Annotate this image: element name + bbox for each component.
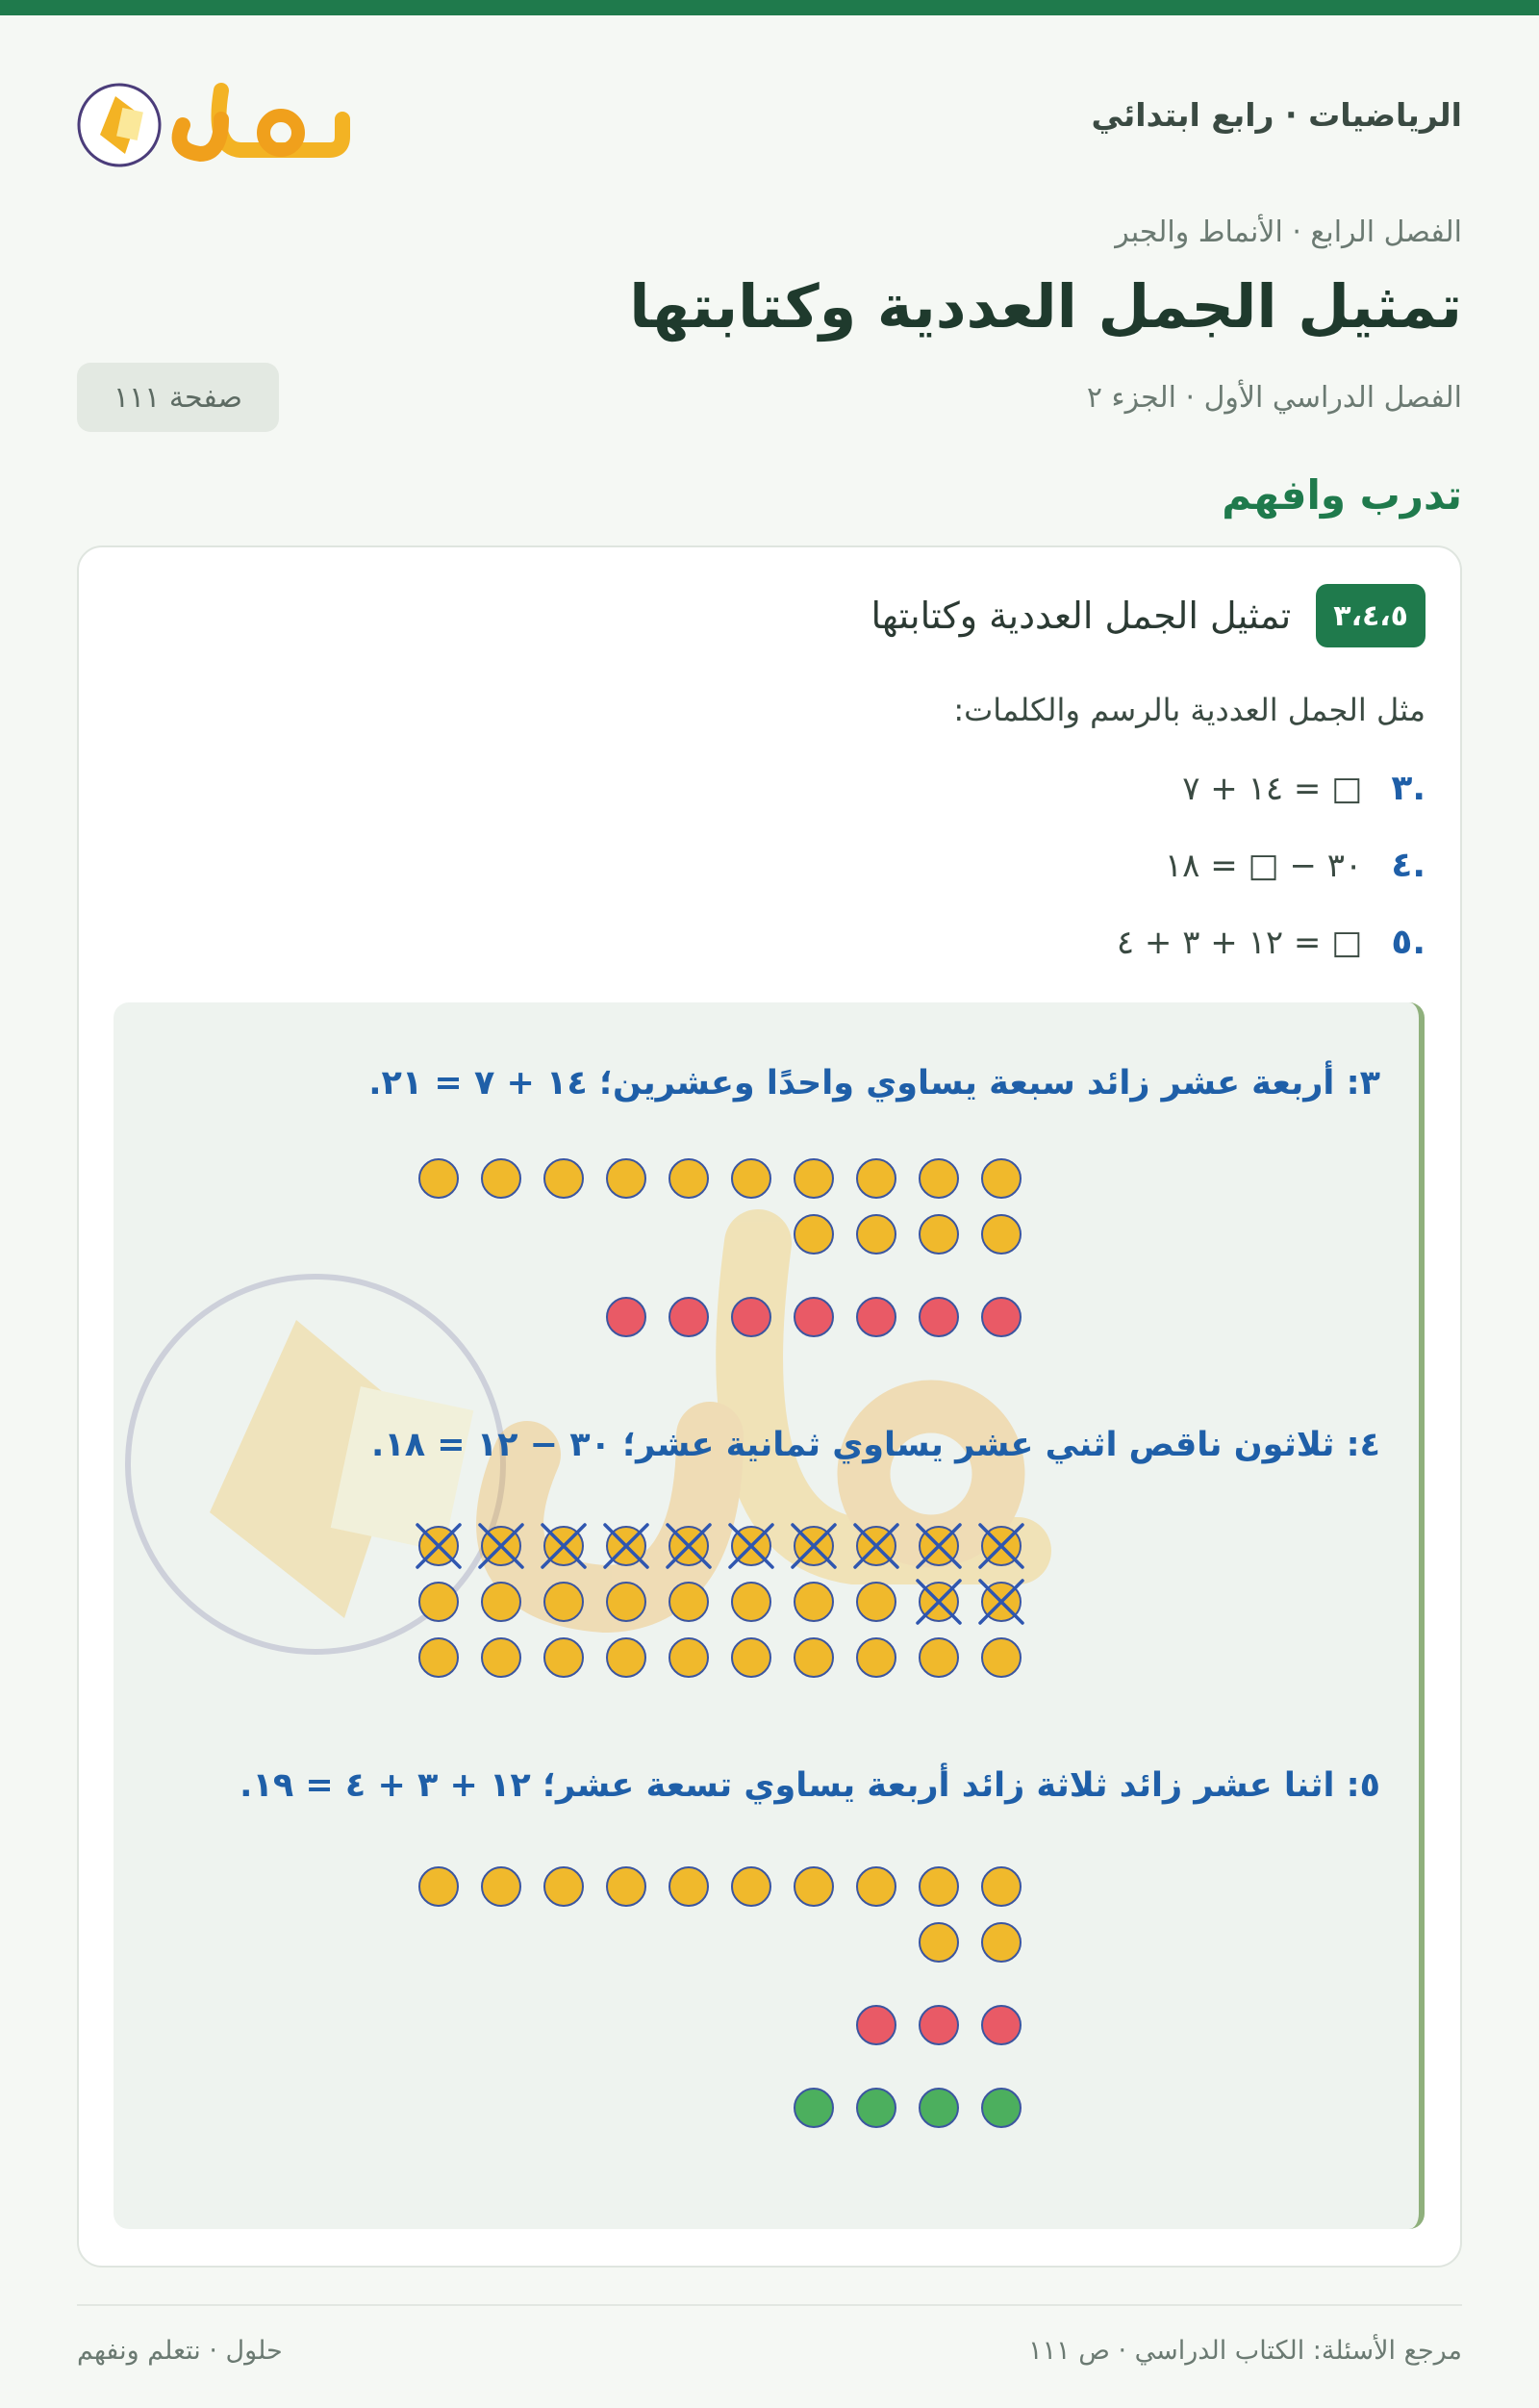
counter-yellow [419, 1638, 458, 1677]
counter-red [920, 1298, 958, 1336]
instruction-text: مثل الجمل العددية بالرسم والكلمات: [953, 692, 1425, 728]
exercise-card [77, 545, 1462, 2268]
counter-models [114, 1002, 1425, 2229]
question-number: .٥ [1391, 923, 1425, 962]
counter-red [857, 2006, 896, 2044]
counter-yellow [607, 1159, 645, 1198]
footer-divider [77, 2304, 1462, 2306]
counter-yellow [857, 1159, 896, 1198]
counter-yellow [982, 1923, 1021, 1962]
counter-yellow [920, 1638, 958, 1677]
term-label: الفصل الدراسي الأول · الجزء ٢ [1086, 381, 1462, 415]
counter-yellow [795, 1159, 833, 1198]
counter-yellow [857, 1867, 896, 1906]
counter-yellow [920, 1215, 958, 1254]
counter-yellow [732, 1867, 770, 1906]
counter-yellow [857, 1638, 896, 1677]
counter-yellow [857, 1583, 896, 1621]
page-number-chip: صفحة ١١١ [77, 363, 279, 432]
lesson-header [870, 584, 1425, 647]
counter-yellow [482, 1583, 520, 1621]
counter-yellow [795, 1583, 833, 1621]
counter-yellow [795, 1638, 833, 1677]
counter-red [982, 2006, 1021, 2044]
counter-yellow [419, 1867, 458, 1906]
logo[interactable] [77, 62, 356, 177]
question-3 [1182, 769, 1425, 808]
counter-yellow [607, 1867, 645, 1906]
counter-green [920, 2089, 958, 2127]
chapter-label: الفصل الرابع · الأنماط والجبر [1115, 215, 1462, 249]
page-title: تمثيل الجمل العددية وكتابتها [629, 271, 1462, 342]
footer-brand: حلول · نتعلم ونفهم [77, 2336, 283, 2366]
section-heading: تدرب وافهم [1222, 471, 1462, 519]
solution-panel [114, 1002, 1425, 2229]
question-number: .٣ [1391, 769, 1425, 808]
page-header [77, 62, 1462, 177]
counter-yellow [482, 1638, 520, 1677]
counter-yellow [669, 1638, 708, 1677]
question-5 [1117, 923, 1425, 962]
top-accent-bar [0, 0, 1539, 15]
counter-yellow [669, 1159, 708, 1198]
counter-yellow [482, 1867, 520, 1906]
counter-yellow [795, 1867, 833, 1906]
counter-yellow [732, 1583, 770, 1621]
counter-yellow [482, 1159, 520, 1198]
counter-yellow [607, 1583, 645, 1621]
counter-yellow [669, 1583, 708, 1621]
subject-label: الرياضيات · رابع ابتدائي [1091, 96, 1462, 134]
answer-3: ٣: أربعة عشر زائد سبعة يساوي واحدًا وعشرين؛ ١٤ + ٧ = ٢١. [368, 1064, 1380, 1103]
counter-yellow [920, 1159, 958, 1198]
counter-yellow [732, 1638, 770, 1677]
counter-yellow [419, 1159, 458, 1198]
counter-green [982, 2089, 1021, 2127]
counter-green [795, 2089, 833, 2127]
counter-yellow [982, 1159, 1021, 1198]
lesson-title: تمثيل الجمل العددية وكتابتها [870, 595, 1292, 637]
counter-red [857, 1298, 896, 1336]
lesson-badge: ٣،٤،٥ [1316, 584, 1425, 647]
counter-red [982, 1298, 1021, 1336]
counter-red [607, 1298, 645, 1336]
counter-yellow [857, 1215, 896, 1254]
counter-yellow [544, 1638, 583, 1677]
counter-yellow [732, 1159, 770, 1198]
counter-green [857, 2089, 896, 2127]
counter-yellow [920, 1923, 958, 1962]
question-expression: ٣٠ − □ = ١٨ [1164, 847, 1363, 885]
question-expression: ١٢ + ٣ + ٤ = □ [1116, 924, 1363, 962]
counter-yellow [982, 1638, 1021, 1677]
counter-yellow [544, 1583, 583, 1621]
counter-yellow [795, 1215, 833, 1254]
counter-red [732, 1298, 770, 1336]
question-4 [1165, 846, 1425, 885]
counter-red [920, 2006, 958, 2044]
counter-yellow [669, 1867, 708, 1906]
counter-yellow [982, 1215, 1021, 1254]
answer-4: ٤: ثلاثون ناقص اثني عشر يساوي ثمانية عشر؛ ٣٠ − ١٢ = ١٨. [371, 1426, 1380, 1464]
counter-yellow [544, 1159, 583, 1198]
answer-5: ٥: اثنا عشر زائد ثلاثة زائد أربعة يساوي تسعة عشر؛ ١٢ + ٣ + ٤ = ١٩. [240, 1766, 1380, 1805]
counter-yellow [544, 1867, 583, 1906]
counter-yellow [920, 1867, 958, 1906]
counter-red [795, 1298, 833, 1336]
counter-yellow [607, 1638, 645, 1677]
counter-red [669, 1298, 708, 1336]
counter-yellow [982, 1867, 1021, 1906]
question-number: .٤ [1391, 846, 1425, 885]
footer-reference: مرجع الأسئلة: الكتاب الدراسي · ص ١١١ [1028, 2336, 1462, 2366]
counter-yellow [419, 1583, 458, 1621]
question-expression: ١٤ + ٧ = □ [1182, 770, 1363, 808]
